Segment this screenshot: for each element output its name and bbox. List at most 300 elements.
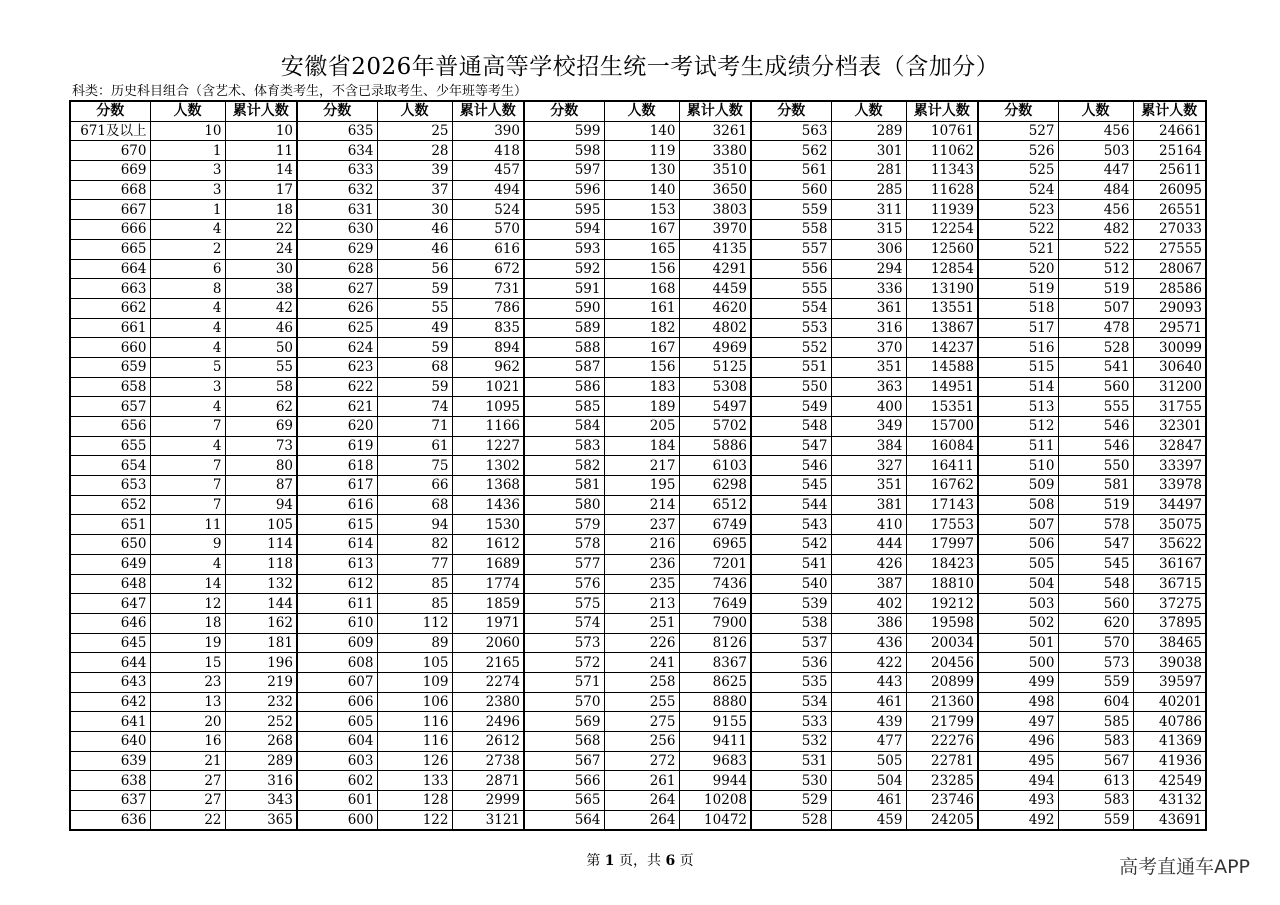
cumulative-cell: 1689 <box>452 554 524 574</box>
cumulative-cell: 17143 <box>906 495 978 515</box>
cumulative-cell: 27555 <box>1133 239 1206 259</box>
cumulative-cell: 105 <box>225 515 297 535</box>
table-row <box>70 732 1206 752</box>
cumulative-cell: 6512 <box>679 495 751 515</box>
score-cell: 588 <box>524 338 604 358</box>
score-cell: 621 <box>297 397 377 417</box>
count-cell: 426 <box>831 554 906 574</box>
table-row <box>70 220 1206 240</box>
score-cell: 514 <box>978 377 1058 397</box>
count-cell: 585 <box>1058 712 1133 732</box>
score-cell: 573 <box>524 633 604 653</box>
cumulative-cell: 35622 <box>1133 535 1206 555</box>
table-row <box>70 239 1206 259</box>
score-cell: 580 <box>524 495 604 515</box>
score-cell: 659 <box>70 357 150 377</box>
count-cell: 75 <box>377 456 452 476</box>
count-cell: 167 <box>604 220 679 240</box>
cumulative-cell: 55 <box>225 357 297 377</box>
cumulative-cell: 10208 <box>679 791 751 811</box>
column-header: 累计人数 <box>679 101 751 121</box>
score-cell: 562 <box>751 141 831 161</box>
cumulative-cell: 316 <box>225 771 297 791</box>
count-cell: 504 <box>831 771 906 791</box>
cumulative-cell: 118 <box>225 554 297 574</box>
score-cell: 652 <box>70 495 150 515</box>
count-cell: 195 <box>604 476 679 496</box>
score-cell: 530 <box>751 771 831 791</box>
count-cell: 156 <box>604 259 679 279</box>
cumulative-cell: 73 <box>225 436 297 456</box>
cumulative-cell: 418 <box>452 141 524 161</box>
table-row <box>70 397 1206 417</box>
footer-prefix: 第 <box>586 853 605 869</box>
cumulative-cell: 33397 <box>1133 456 1206 476</box>
score-cell: 603 <box>297 751 377 771</box>
score-cell: 631 <box>297 200 377 220</box>
cumulative-cell: 196 <box>225 653 297 673</box>
cumulative-cell: 13190 <box>906 279 978 299</box>
score-cell: 531 <box>751 751 831 771</box>
cumulative-cell: 114 <box>225 535 297 555</box>
cumulative-cell: 232 <box>225 692 297 712</box>
score-cell: 521 <box>978 239 1058 259</box>
cumulative-cell: 162 <box>225 613 297 633</box>
count-cell: 507 <box>1058 298 1133 318</box>
column-header: 分数 <box>70 101 150 121</box>
count-cell: 512 <box>1058 259 1133 279</box>
count-cell: 226 <box>604 633 679 653</box>
cumulative-cell: 36715 <box>1133 574 1206 594</box>
cumulative-cell: 30 <box>225 259 297 279</box>
count-cell: 3 <box>150 161 225 181</box>
count-cell: 66 <box>377 476 452 496</box>
score-cell: 616 <box>297 495 377 515</box>
score-cell: 548 <box>751 417 831 437</box>
cumulative-cell: 616 <box>452 239 524 259</box>
count-cell: 264 <box>604 810 679 830</box>
score-cell: 632 <box>297 180 377 200</box>
score-cell: 640 <box>70 732 150 752</box>
column-header: 人数 <box>377 101 452 121</box>
table-row <box>70 200 1206 220</box>
table-row <box>70 791 1206 811</box>
cumulative-cell: 39597 <box>1133 672 1206 692</box>
count-cell: 3 <box>150 180 225 200</box>
count-cell: 327 <box>831 456 906 476</box>
count-cell: 422 <box>831 653 906 673</box>
score-cell: 615 <box>297 515 377 535</box>
table-row <box>70 377 1206 397</box>
count-cell: 205 <box>604 417 679 437</box>
cumulative-cell: 34497 <box>1133 495 1206 515</box>
count-cell: 59 <box>377 338 452 358</box>
count-cell: 46 <box>377 220 452 240</box>
cumulative-cell: 494 <box>452 180 524 200</box>
score-cell: 525 <box>978 161 1058 181</box>
count-cell: 122 <box>377 810 452 830</box>
score-cell: 492 <box>978 810 1058 830</box>
cumulative-cell: 1530 <box>452 515 524 535</box>
cumulative-cell: 3650 <box>679 180 751 200</box>
count-cell: 583 <box>1058 791 1133 811</box>
table-row <box>70 161 1206 181</box>
score-cell: 658 <box>70 377 150 397</box>
score-cell: 638 <box>70 771 150 791</box>
count-cell: 4 <box>150 298 225 318</box>
score-cell: 551 <box>751 357 831 377</box>
score-cell: 565 <box>524 791 604 811</box>
count-cell: 456 <box>1058 121 1133 141</box>
column-header: 累计人数 <box>906 101 978 121</box>
score-cell: 526 <box>978 141 1058 161</box>
cumulative-cell: 20034 <box>906 633 978 653</box>
score-cell: 511 <box>978 436 1058 456</box>
cumulative-cell: 8880 <box>679 692 751 712</box>
cumulative-cell: 22 <box>225 220 297 240</box>
cumulative-cell: 38 <box>225 279 297 299</box>
score-cell: 650 <box>70 535 150 555</box>
count-cell: 27 <box>150 771 225 791</box>
table-row <box>70 554 1206 574</box>
score-cell: 611 <box>297 594 377 614</box>
score-cell: 671及以上 <box>70 121 150 141</box>
count-cell: 315 <box>831 220 906 240</box>
table-row <box>70 712 1206 732</box>
footer-middle: 页，共 <box>614 853 666 869</box>
score-cell: 669 <box>70 161 150 181</box>
score-cell: 597 <box>524 161 604 181</box>
score-cell: 586 <box>524 377 604 397</box>
score-cell: 643 <box>70 672 150 692</box>
table-row <box>70 633 1206 653</box>
count-cell: 459 <box>831 810 906 830</box>
count-cell: 381 <box>831 495 906 515</box>
count-cell: 25 <box>377 121 452 141</box>
cumulative-cell: 12254 <box>906 220 978 240</box>
cumulative-cell: 42 <box>225 298 297 318</box>
score-cell: 633 <box>297 161 377 181</box>
score-cell: 519 <box>978 279 1058 299</box>
count-cell: 281 <box>831 161 906 181</box>
count-cell: 183 <box>604 377 679 397</box>
score-cell: 536 <box>751 653 831 673</box>
table-header-row <box>70 101 1206 121</box>
score-cell: 506 <box>978 535 1058 555</box>
table-row <box>70 692 1206 712</box>
cumulative-cell: 7201 <box>679 554 751 574</box>
cumulative-cell: 14951 <box>906 377 978 397</box>
score-cell: 612 <box>297 574 377 594</box>
cumulative-cell: 41936 <box>1133 751 1206 771</box>
count-cell: 370 <box>831 338 906 358</box>
cumulative-cell: 2165 <box>452 653 524 673</box>
cumulative-cell: 5702 <box>679 417 751 437</box>
cumulative-cell: 69 <box>225 417 297 437</box>
cumulative-cell: 36167 <box>1133 554 1206 574</box>
score-cell: 628 <box>297 259 377 279</box>
score-cell: 664 <box>70 259 150 279</box>
score-cell: 517 <box>978 318 1058 338</box>
cumulative-cell: 33978 <box>1133 476 1206 496</box>
score-distribution-table <box>69 100 1207 831</box>
score-cell: 635 <box>297 121 377 141</box>
score-cell: 596 <box>524 180 604 200</box>
score-cell: 605 <box>297 712 377 732</box>
table-row <box>70 318 1206 338</box>
score-cell: 563 <box>751 121 831 141</box>
count-cell: 336 <box>831 279 906 299</box>
score-cell: 593 <box>524 239 604 259</box>
count-cell: 570 <box>1058 633 1133 653</box>
count-cell: 550 <box>1058 456 1133 476</box>
cumulative-cell: 11062 <box>906 141 978 161</box>
cumulative-cell: 30099 <box>1133 338 1206 358</box>
score-cell: 569 <box>524 712 604 732</box>
cumulative-cell: 80 <box>225 456 297 476</box>
cumulative-cell: 6749 <box>679 515 751 535</box>
cumulative-cell: 1021 <box>452 377 524 397</box>
cumulative-cell: 219 <box>225 672 297 692</box>
score-cell: 591 <box>524 279 604 299</box>
cumulative-cell: 8126 <box>679 633 751 653</box>
cumulative-cell: 26551 <box>1133 200 1206 220</box>
score-cell: 665 <box>70 239 150 259</box>
cumulative-cell: 2999 <box>452 791 524 811</box>
score-cell: 636 <box>70 810 150 830</box>
count-cell: 37 <box>377 180 452 200</box>
cumulative-cell: 19598 <box>906 613 978 633</box>
score-cell: 660 <box>70 338 150 358</box>
count-cell: 505 <box>831 751 906 771</box>
score-cell: 613 <box>297 554 377 574</box>
cumulative-cell: 15700 <box>906 417 978 437</box>
count-cell: 402 <box>831 594 906 614</box>
cumulative-cell: 21799 <box>906 712 978 732</box>
count-cell: 444 <box>831 535 906 555</box>
column-header: 人数 <box>604 101 679 121</box>
count-cell: 214 <box>604 495 679 515</box>
cumulative-cell: 19212 <box>906 594 978 614</box>
count-cell: 443 <box>831 672 906 692</box>
cumulative-cell: 10 <box>225 121 297 141</box>
cumulative-cell: 87 <box>225 476 297 496</box>
score-cell: 537 <box>751 633 831 653</box>
score-cell: 504 <box>978 574 1058 594</box>
count-cell: 12 <box>150 594 225 614</box>
count-cell: 39 <box>377 161 452 181</box>
score-cell: 513 <box>978 397 1058 417</box>
count-cell: 316 <box>831 318 906 338</box>
score-cell: 509 <box>978 476 1058 496</box>
cumulative-cell: 14588 <box>906 357 978 377</box>
score-cell: 590 <box>524 298 604 318</box>
count-cell: 161 <box>604 298 679 318</box>
count-cell: 7 <box>150 476 225 496</box>
score-cell: 494 <box>978 771 1058 791</box>
table-row <box>70 338 1206 358</box>
cumulative-cell: 94 <box>225 495 297 515</box>
count-cell: 559 <box>1058 810 1133 830</box>
score-cell: 648 <box>70 574 150 594</box>
cumulative-cell: 14237 <box>906 338 978 358</box>
count-cell: 4 <box>150 338 225 358</box>
table-row <box>70 436 1206 456</box>
score-cell: 512 <box>978 417 1058 437</box>
count-cell: 548 <box>1058 574 1133 594</box>
count-cell: 349 <box>831 417 906 437</box>
table-row <box>70 180 1206 200</box>
cumulative-cell: 29571 <box>1133 318 1206 338</box>
table-row <box>70 476 1206 496</box>
column-header: 分数 <box>751 101 831 121</box>
cumulative-cell: 12854 <box>906 259 978 279</box>
score-cell: 604 <box>297 732 377 752</box>
column-header: 人数 <box>1058 101 1133 121</box>
table-row <box>70 594 1206 614</box>
table-row <box>70 515 1206 535</box>
cumulative-cell: 12560 <box>906 239 978 259</box>
cumulative-cell: 835 <box>452 318 524 338</box>
count-cell: 9 <box>150 535 225 555</box>
score-cell: 619 <box>297 436 377 456</box>
score-cell: 547 <box>751 436 831 456</box>
cumulative-cell: 365 <box>225 810 297 830</box>
count-cell: 4 <box>150 436 225 456</box>
count-cell: 13 <box>150 692 225 712</box>
score-cell: 503 <box>978 594 1058 614</box>
cumulative-cell: 2871 <box>452 771 524 791</box>
count-cell: 301 <box>831 141 906 161</box>
score-cell: 566 <box>524 771 604 791</box>
table-row <box>70 298 1206 318</box>
column-header: 分数 <box>524 101 604 121</box>
cumulative-cell: 43691 <box>1133 810 1206 830</box>
score-cell: 557 <box>751 239 831 259</box>
count-cell: 74 <box>377 397 452 417</box>
column-header: 分数 <box>978 101 1058 121</box>
cumulative-cell: 22276 <box>906 732 978 752</box>
cumulative-cell: 6298 <box>679 476 751 496</box>
count-cell: 14 <box>150 574 225 594</box>
count-cell: 71 <box>377 417 452 437</box>
cumulative-cell: 894 <box>452 338 524 358</box>
subject-category: 科类：历史科目组合（含艺术、体育类考生，不含已录取考生、少年班等考生） <box>72 84 528 99</box>
score-cell: 524 <box>978 180 1058 200</box>
count-cell: 547 <box>1058 535 1133 555</box>
score-cell: 582 <box>524 456 604 476</box>
table-row <box>70 751 1206 771</box>
score-cell: 662 <box>70 298 150 318</box>
score-cell: 560 <box>751 180 831 200</box>
table-row <box>70 279 1206 299</box>
table-row <box>70 141 1206 161</box>
count-cell: 6 <box>150 259 225 279</box>
count-cell: 261 <box>604 771 679 791</box>
score-cell: 497 <box>978 712 1058 732</box>
count-cell: 258 <box>604 672 679 692</box>
count-cell: 16 <box>150 732 225 752</box>
cumulative-cell: 10472 <box>679 810 751 830</box>
score-cell: 568 <box>524 732 604 752</box>
count-cell: 581 <box>1058 476 1133 496</box>
score-cell: 645 <box>70 633 150 653</box>
count-cell: 522 <box>1058 239 1133 259</box>
score-cell: 496 <box>978 732 1058 752</box>
table-row <box>70 495 1206 515</box>
cumulative-cell: 14 <box>225 161 297 181</box>
cumulative-cell: 18810 <box>906 574 978 594</box>
cumulative-cell: 1436 <box>452 495 524 515</box>
score-cell: 546 <box>751 456 831 476</box>
table-row <box>70 810 1206 830</box>
count-cell: 4 <box>150 318 225 338</box>
table-row <box>70 357 1206 377</box>
cumulative-cell: 24205 <box>906 810 978 830</box>
score-cell: 539 <box>751 594 831 614</box>
score-cell: 634 <box>297 141 377 161</box>
cumulative-cell: 62 <box>225 397 297 417</box>
count-cell: 503 <box>1058 141 1133 161</box>
count-cell: 109 <box>377 672 452 692</box>
cumulative-cell: 29093 <box>1133 298 1206 318</box>
cumulative-cell: 18 <box>225 200 297 220</box>
score-cell: 553 <box>751 318 831 338</box>
count-cell: 18 <box>150 613 225 633</box>
score-cell: 666 <box>70 220 150 240</box>
count-cell: 384 <box>831 436 906 456</box>
score-cell: 532 <box>751 732 831 752</box>
score-cell: 502 <box>978 613 1058 633</box>
score-cell: 651 <box>70 515 150 535</box>
score-cell: 550 <box>751 377 831 397</box>
count-cell: 235 <box>604 574 679 594</box>
count-cell: 361 <box>831 298 906 318</box>
count-cell: 351 <box>831 476 906 496</box>
table-row <box>70 653 1206 673</box>
count-cell: 519 <box>1058 279 1133 299</box>
count-cell: 11 <box>150 515 225 535</box>
count-cell: 21 <box>150 751 225 771</box>
score-cell: 641 <box>70 712 150 732</box>
score-cell: 495 <box>978 751 1058 771</box>
cumulative-cell: 672 <box>452 259 524 279</box>
score-cell: 500 <box>978 653 1058 673</box>
score-cell: 527 <box>978 121 1058 141</box>
score-cell: 578 <box>524 535 604 555</box>
cumulative-cell: 4135 <box>679 239 751 259</box>
count-cell: 189 <box>604 397 679 417</box>
count-cell: 241 <box>604 653 679 673</box>
cumulative-cell: 11 <box>225 141 297 161</box>
cumulative-cell: 268 <box>225 732 297 752</box>
count-cell: 620 <box>1058 613 1133 633</box>
score-cell: 507 <box>978 515 1058 535</box>
count-cell: 478 <box>1058 318 1133 338</box>
count-cell: 436 <box>831 633 906 653</box>
count-cell: 256 <box>604 732 679 752</box>
cumulative-cell: 3970 <box>679 220 751 240</box>
score-cell: 646 <box>70 613 150 633</box>
cumulative-cell: 24661 <box>1133 121 1206 141</box>
cumulative-cell: 16411 <box>906 456 978 476</box>
cumulative-cell: 50 <box>225 338 297 358</box>
cumulative-cell: 10761 <box>906 121 978 141</box>
count-cell: 165 <box>604 239 679 259</box>
cumulative-cell: 24 <box>225 239 297 259</box>
score-cell: 639 <box>70 751 150 771</box>
cumulative-cell: 39038 <box>1133 653 1206 673</box>
